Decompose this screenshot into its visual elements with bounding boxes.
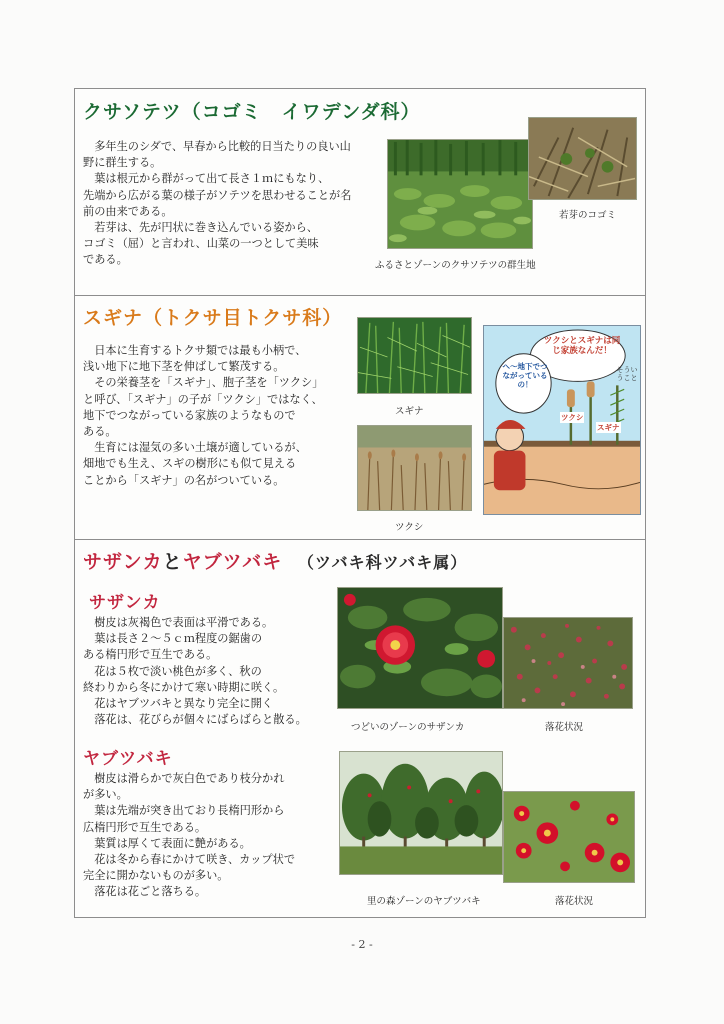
sazanka-fallen-photo xyxy=(503,617,633,709)
page-number: - 2 - xyxy=(351,938,373,951)
yabutsubaki-fallen-photo xyxy=(503,791,635,883)
caption-yabutsubaki-tree: 里の森ゾーンのヤブツバキ xyxy=(367,896,481,907)
section-kusasotetsu xyxy=(75,89,645,295)
illus-bubble2-text: へ〜地下でつながっているの！ xyxy=(502,362,548,389)
sugina-photo xyxy=(357,317,472,394)
tsubaki-title-yabutsubaki: ヤブツバキ xyxy=(182,551,283,573)
illus-label-sugina: スギナ xyxy=(597,423,620,432)
sugina-title: スギナ（トクサ目トクサ科） xyxy=(83,307,343,329)
kusasotetsu-body: 多年生のシダで、早春から比較的日当たりの良い山 野に群生する。 葉は根元から群がって出て長さ１ｍにもなり、 先端から広がる葉の様子がソテツを思わせることが名 前の由来である。 若芽は、先が円状に巻き込んでいる姿から、 コゴミ（屈）と言われ、山菜の一つとして美味 である。 xyxy=(83,140,352,267)
caption-colony: ふるさとゾーンのクサソテツの群生地 xyxy=(375,260,536,271)
section-tsubaki xyxy=(75,539,645,919)
sazanka-heading: サザンカ xyxy=(89,593,161,613)
tsukushi-photo xyxy=(357,425,472,511)
sazanka-body: 樹皮は灰褐色で表面は平滑である。 葉は長さ２～５ｃｍ程度の鋸歯の ある楕円形で互生である。 花は５枚で淡い桃色が多く、秋の 終わりから冬にかけて寒い時期に咲く。 花はヤブツバキと異なり完全に開く 落花は、花びらが個々にばらばらと散る。 xyxy=(83,616,307,727)
tsubaki-title-to: と xyxy=(162,551,183,573)
yabutsubaki-heading: ヤブツバキ xyxy=(83,749,173,769)
illus-side-text: そういうこと xyxy=(616,366,638,382)
caption-sprout: 若芽のコゴミ xyxy=(559,210,617,221)
kusasotetsu-title: クサソテツ（コゴミ イワデンダ科） xyxy=(83,101,421,123)
caption-sugina: スギナ xyxy=(395,406,424,417)
tsubaki-title-sazanka: サザンカ xyxy=(83,551,163,573)
illus-bubble-text: ツクシとスギナは同じ家族なんだ！ xyxy=(543,336,621,356)
yabutsubaki-body: 樹皮は滑らかで灰白色であり枝分かれ が多い。 葉は先端が突き出ており長楕円形から 広楕円形で互生である。 葉質は厚くて表面に艶がある。 花は冬から春にかけて咲き、カップ状で 完全に開かないものが多い。 落花は花ごと落ちる。 xyxy=(83,772,296,899)
kocomi-sprout-photo xyxy=(528,117,637,200)
section-sugina xyxy=(75,295,645,539)
yabutsubaki-tree-photo xyxy=(339,751,503,875)
caption-yabutsubaki-fallen: 落花状況 xyxy=(555,896,594,907)
caption-tsukushi: ツクシ xyxy=(395,522,424,533)
caption-sazanka-fallen: 落花状況 xyxy=(545,722,584,733)
sugina-body: 日本に生育するトクサ類では最も小柄で、 浅い地下に地下茎を伸ばして繁茂する。 その栄養茎を「スギナ」、胞子茎を「ツクシ」 と呼び、「スギナ」の子が「ツクシ」ではなく、 地下でつながっている家族のようなもので ある。 生育には湿気の多い土壌が適しているが、 畑地でも生え、スギの樹形にも似て見える ことから「スギナ」の名がついている。 xyxy=(83,344,324,487)
tsubaki-title xyxy=(83,553,467,572)
sazanka-tree-photo xyxy=(337,587,503,709)
sugina-tsukushi-illustration xyxy=(483,325,641,515)
illus-label-tsukushi: ツクシ xyxy=(561,413,584,422)
newsletter-frame xyxy=(74,88,646,918)
tsubaki-title-family: （ツバキ科ツバキ属） xyxy=(297,553,468,572)
caption-sazanka-tree: つどいのゾーンのサザンカ xyxy=(351,722,465,733)
kusasotetsu-colony-photo xyxy=(387,139,533,249)
